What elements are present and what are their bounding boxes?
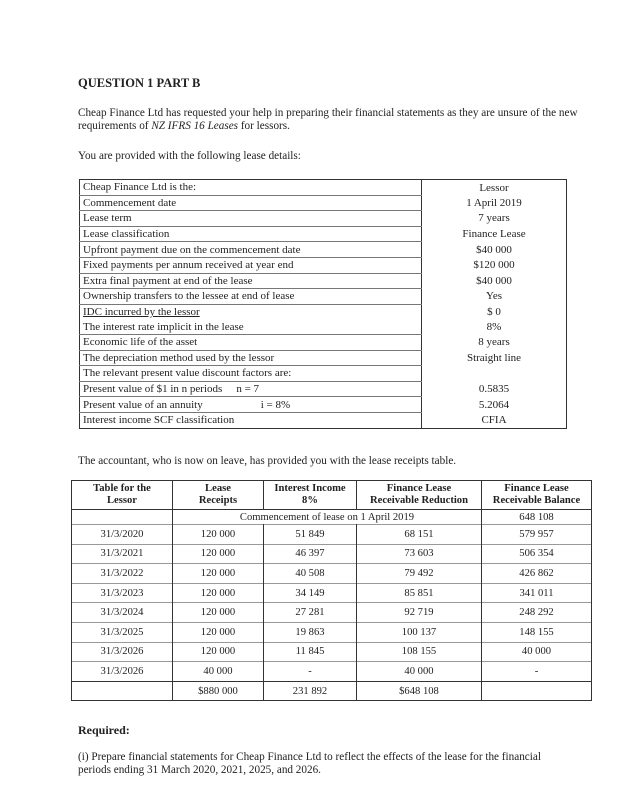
lease-receipts-table [71, 480, 592, 701]
detail-row [80, 195, 567, 211]
row-date: 31/3/2020 [72, 525, 173, 545]
row-interest-income: 34 149 [264, 583, 357, 603]
detail-value: Lessor [422, 180, 567, 196]
detail-label-extra: i = 8% [260, 398, 291, 411]
row-interest-income: 40 508 [264, 564, 357, 584]
row-receivable-balance: 579 957 [482, 525, 592, 545]
detail-label-text: Commencement date [83, 196, 177, 209]
detail-value: Straight line [422, 350, 567, 366]
detail-value: 8 years [422, 334, 567, 350]
lease-details-table [79, 179, 567, 429]
row-lease-receipt: 120 000 [173, 622, 264, 642]
detail-label [80, 381, 422, 397]
row-interest-income: 46 397 [264, 544, 357, 564]
detail-label [80, 242, 422, 258]
detail-label-text: Lease classification [83, 228, 170, 241]
detail-label-text: Fixed payments per annum received at year end [83, 259, 294, 272]
intro-text-end: for lessors. [238, 120, 290, 132]
detail-label [80, 273, 422, 289]
header-lease-receipts: Lease Receipts [173, 481, 264, 510]
detail-label [80, 350, 422, 366]
detail-label-text: Economic life of the asset [83, 336, 198, 349]
row-receivable-reduction: 92 719 [357, 603, 482, 623]
row-receivable-reduction: 79 492 [357, 564, 482, 584]
detail-label-text: Ownership transfers to the lessee at end of lease [83, 290, 295, 303]
detail-row [80, 180, 567, 196]
row-date: 31/3/2021 [72, 544, 173, 564]
detail-row [80, 366, 567, 382]
row-receivable-balance: 148 155 [482, 622, 592, 642]
row-receivable-reduction: 100 137 [357, 622, 482, 642]
detail-value: $120 000 [422, 257, 567, 273]
detail-value: Finance Lease [422, 226, 567, 242]
detail-label-text: Interest income SCF classification [83, 414, 235, 427]
total-interest-income: 231 892 [264, 681, 357, 701]
total-lease-receipt: $880 000 [173, 681, 264, 701]
receipts-row [72, 662, 592, 682]
row-receivable-reduction: 73 603 [357, 544, 482, 564]
row-receivable-balance: 341 011 [482, 583, 592, 603]
row-receivable-balance: 426 862 [482, 564, 592, 584]
row-lease-receipt: 120 000 [173, 525, 264, 545]
row-interest-income: 27 281 [264, 603, 357, 623]
detail-row [80, 226, 567, 242]
row-date: 31/3/2026 [72, 662, 173, 682]
detail-row [80, 412, 567, 428]
detail-label [80, 257, 422, 273]
row-receivable-balance: - [482, 662, 592, 682]
detail-label-text: Cheap Finance Ltd is the: [83, 181, 197, 194]
detail-value: Yes [422, 289, 567, 305]
detail-row [80, 257, 567, 273]
row-date: 31/3/2025 [72, 622, 173, 642]
detail-label-text: The relevant present value discount factors are: [83, 367, 292, 380]
total-date [72, 681, 173, 701]
row-receivable-balance: 506 354 [482, 544, 592, 564]
row-receivable-balance: 40 000 [482, 642, 592, 662]
row-lease-receipt: 40 000 [173, 662, 264, 682]
detail-value: $40 000 [422, 273, 567, 289]
detail-row [80, 242, 567, 258]
provided-text: You are provided with the following lease details: [78, 150, 301, 162]
detail-row [80, 211, 567, 227]
receipts-row [72, 544, 592, 564]
detail-row [80, 319, 567, 334]
detail-value: 7 years [422, 211, 567, 227]
receipts-total-row [72, 681, 592, 701]
detail-value: 1 April 2019 [422, 195, 567, 211]
receipts-row [72, 564, 592, 584]
intro-text-start: Cheap Finance Ltd has requested your help in preparing their financial statements as they are unsure of the new requirements of [78, 107, 578, 132]
row-receivable-balance: 248 292 [482, 603, 592, 623]
row-date: 31/3/2024 [72, 603, 173, 623]
detail-label [80, 366, 422, 382]
header-interest-income: Interest Income 8% [264, 481, 357, 510]
receipts-row [72, 622, 592, 642]
row-interest-income: 51 849 [264, 525, 357, 545]
detail-row [80, 273, 567, 289]
detail-label-text: The interest rate implicit in the lease [83, 320, 244, 333]
detail-row [80, 334, 567, 350]
row-interest-income: - [264, 662, 357, 682]
row-interest-income: 19 863 [264, 622, 357, 642]
row-date: 31/3/2026 [72, 642, 173, 662]
detail-label-text: Extra final payment at end of the lease [83, 274, 253, 287]
detail-row [80, 304, 567, 319]
detail-label [80, 412, 422, 428]
row-receivable-reduction: 40 000 [357, 662, 482, 682]
detail-value: 0.5835 [422, 381, 567, 397]
accountant-note: The accountant, who is now on leave, has provided you with the lease receipts table. [78, 455, 457, 467]
detail-label [80, 211, 422, 227]
detail-row [80, 381, 567, 397]
detail-value: $40 000 [422, 242, 567, 258]
detail-label-text: IDC incurred by the lessor [83, 306, 200, 319]
detail-label [80, 304, 422, 319]
receipts-header-row [72, 481, 592, 510]
row-lease-receipt: 120 000 [173, 583, 264, 603]
detail-label [80, 195, 422, 211]
detail-value: CFIA [422, 412, 567, 428]
detail-label [80, 289, 422, 305]
row-receivable-reduction: 85 851 [357, 583, 482, 603]
detail-label-text: Present value of $1 in n periods [83, 383, 223, 396]
total-receivable-balance [482, 681, 592, 701]
detail-value: 5.2064 [422, 397, 567, 413]
required-text: (i) Prepare financial statements for Cheap Finance Ltd to reflect the effects of the lease for the financial periods ending 31 March 2020, 2021, 2025, and 2026. [78, 751, 541, 776]
detail-value: $ 0 [422, 304, 567, 319]
question-heading: QUESTION 1 PART B [78, 76, 201, 90]
commencement-label: Commencement of lease on 1 April 2019 [239, 511, 415, 523]
commencement-balance: 648 108 [482, 510, 592, 525]
row-receivable-reduction: 108 155 [357, 642, 482, 662]
detail-row [80, 289, 567, 305]
intro-standard-name: NZ IFRS 16 Leases [151, 120, 239, 132]
header-receivable-reduction: Finance Lease Receivable Reduction [357, 481, 482, 510]
intro-paragraph [78, 107, 578, 133]
row-lease-receipt: 120 000 [173, 564, 264, 584]
detail-value: 8% [422, 319, 567, 334]
header-receivable-balance: Finance Lease Receivable Balance [482, 481, 592, 510]
detail-label-text: Upfront payment due on the commencement date [83, 243, 301, 256]
detail-value [422, 366, 567, 382]
detail-label [80, 180, 422, 196]
receipts-row [72, 525, 592, 545]
detail-row [80, 350, 567, 366]
row-receivable-reduction: 68 151 [357, 525, 482, 545]
row-date: 31/3/2023 [72, 583, 173, 603]
detail-label-text: Present value of an annuity [83, 398, 203, 411]
row-lease-receipt: 120 000 [173, 603, 264, 623]
receipts-row [72, 603, 592, 623]
detail-label [80, 226, 422, 242]
detail-label-extra: n = 7 [236, 383, 260, 396]
detail-row [80, 397, 567, 413]
detail-label-text: Lease term [83, 212, 132, 225]
header-period: Table for the Lessor [72, 481, 173, 510]
receipts-row [72, 642, 592, 662]
row-lease-receipt: 120 000 [173, 544, 264, 564]
detail-label-text: The depreciation method used by the lessor [83, 351, 275, 364]
row-date: 31/3/2022 [72, 564, 173, 584]
commencement-row [72, 510, 592, 525]
detail-label [80, 334, 422, 350]
receipts-row [72, 583, 592, 603]
row-lease-receipt: 120 000 [173, 642, 264, 662]
required-heading: Required: [78, 723, 130, 737]
row-interest-income: 11 845 [264, 642, 357, 662]
total-receivable-reduction: $648 108 [357, 681, 482, 701]
detail-label [80, 319, 422, 334]
detail-label [80, 397, 422, 413]
